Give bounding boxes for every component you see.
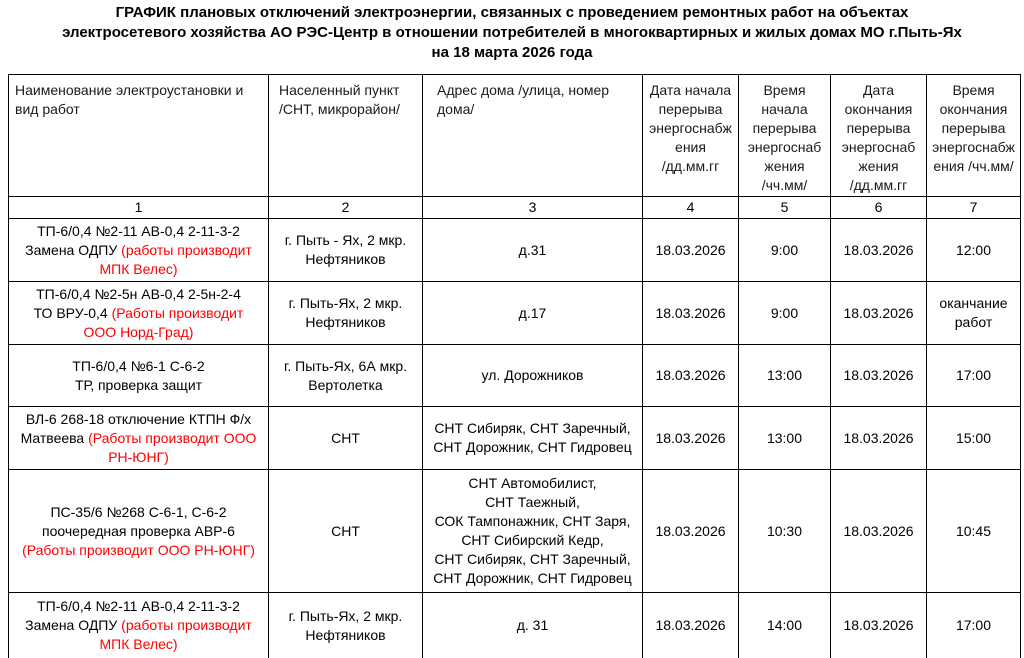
address-cell: [423, 345, 642, 406]
cell-text-line: [99, 260, 177, 279]
contractor-text: (Работы производит: [111, 304, 244, 321]
cell-text-line: 10:45: [955, 522, 992, 539]
cell-text-line: [37, 222, 240, 241]
column-number-5: [739, 197, 830, 218]
equipment-text: ТР, проверка защит: [74, 376, 203, 393]
end-date-cell: [831, 282, 926, 344]
equipment-text: МПК Велес): [99, 636, 178, 652]
cell-text-line: 13:00: [766, 429, 803, 446]
start-date-cell: [643, 407, 738, 469]
cell-text-line: [21, 429, 257, 448]
cell-text-line: 1: [134, 199, 143, 215]
cell-text-line: 18.03.2026: [843, 522, 914, 539]
start-date-cell: [643, 470, 738, 592]
start-time-cell: [739, 345, 830, 406]
cell-text-line: перерыва: [752, 120, 817, 136]
cell-text-line: [37, 597, 240, 616]
cell-text-line: 10:30: [766, 522, 803, 539]
cell-text-line: окончания: [939, 101, 1008, 117]
column-number-3: [423, 197, 642, 218]
cell-text-line: 9:00: [770, 304, 799, 321]
cell-text-line: 15:00: [955, 429, 992, 446]
cell-text-line: /дд.мм.гг: [849, 177, 908, 193]
equipment-text: (Работы производит ООО РН-ЮНГ): [22, 541, 255, 558]
cell-text-line: СНТ Сибирский Кедр,: [461, 532, 604, 548]
cell-text-line: [75, 376, 202, 395]
start-date-cell: [643, 219, 738, 281]
header-4: [643, 75, 738, 196]
settlement-cell: [269, 219, 422, 281]
header-7: [927, 75, 1020, 196]
cell-text-line: Время: [763, 82, 806, 98]
column-number-7: [927, 197, 1020, 218]
equipment-text: Замена ОДПУ: [25, 241, 122, 258]
cell-text-line: СНТ Таежный,: [485, 494, 580, 510]
cell-text-line: Нефтяников: [305, 626, 386, 643]
cell-text-line: 14:00: [766, 617, 803, 633]
title-line-3: на 18 марта 2026 года: [431, 44, 593, 61]
cell-text-line: [34, 304, 244, 323]
cell-text-line: работ: [954, 314, 993, 330]
cell-text-line: дома/: [437, 101, 475, 117]
cell-text-line: вид работ: [15, 101, 80, 117]
equipment-text: ТП-6/0,4 №2-11 АВ-0,4 2-11-3-2: [37, 222, 240, 239]
settlement-cell: [269, 470, 422, 592]
cell-text-line: СОК Тампонажник, СНТ Заря,: [434, 513, 631, 529]
cell-text-line: СНТ Дорожник, СНТ Гидровец: [433, 570, 632, 586]
equipment-text: поочередная проверка АВР-6: [42, 522, 235, 539]
cell-text-line: СНТ Сибиряк, СНТ Заречный,: [434, 420, 631, 436]
equipment-cell: [9, 593, 268, 658]
cell-text-line: 4: [686, 199, 695, 215]
cell-text-line: г. Пыть - Ях, 2 мкр.: [284, 232, 407, 248]
cell-text-line: Вертолетка: [308, 376, 383, 393]
header-5: [739, 75, 830, 196]
cell-text-line: Дата: [862, 82, 894, 98]
cell-text-line: СНТ: [331, 522, 360, 539]
equipment-text: РН-ЮНГ): [108, 448, 169, 465]
equipment-text: ВЛ-6 268-18 отключение КТПН Ф/х: [25, 410, 252, 427]
cell-text-line: перерыва: [846, 120, 911, 136]
cell-text-line: СНТ Сибиряк, СНТ Заречный,: [434, 551, 631, 567]
cell-text-line: г. Пыть-Ях, 6А мкр.: [284, 357, 407, 374]
cell-text-line: 7: [969, 199, 978, 215]
cell-text-line: 3: [528, 199, 537, 215]
cell-text-line: 18.03.2026: [655, 304, 726, 321]
cell-text-line: [99, 635, 177, 654]
end-time-cell: [927, 407, 1020, 469]
cell-text-line: окончания: [844, 101, 913, 117]
header-3: [423, 75, 642, 196]
address-cell: [423, 593, 642, 658]
cell-text-line: [36, 285, 241, 304]
cell-text-line: жения: [764, 158, 805, 174]
cell-text-line: 13:00: [766, 367, 803, 383]
equipment-text: МПК Велес): [99, 260, 178, 277]
cell-text-line: Нефтяников: [305, 314, 386, 330]
equipment-text: ООО Норд-Град): [83, 323, 194, 340]
end-date-cell: [831, 407, 926, 469]
cell-text-line: д. 31: [516, 617, 549, 633]
cell-text-line: /СНТ, микрорайон/: [279, 101, 400, 117]
settlement-cell: [269, 593, 422, 658]
cell-text-line: 12:00: [955, 241, 992, 258]
cell-text-line: г. Пыть-Ях, 2 мкр.: [288, 607, 403, 624]
cell-text-line: ения: [675, 139, 706, 155]
cell-text-line: энергоснаб: [841, 139, 916, 155]
cell-text-line: [42, 522, 235, 541]
address-cell: [423, 219, 642, 281]
end-time-cell: [927, 470, 1020, 592]
cell-text-line: Населенный пункт: [279, 82, 400, 98]
end-date-cell: [831, 593, 926, 658]
contractor-text: (Работы производит ООО: [88, 429, 257, 446]
cell-text-line: 18.03.2026: [843, 367, 914, 383]
cell-text-line: [22, 541, 255, 560]
cell-text-line: СНТ Автомобилист,: [468, 475, 597, 491]
equipment-cell: [9, 407, 268, 469]
start-time-cell: [739, 282, 830, 344]
end-date-cell: [831, 345, 926, 406]
start-time-cell: [739, 470, 830, 592]
cell-text-line: Адрес дома /улица, номер: [437, 82, 610, 98]
start-time-cell: [739, 219, 830, 281]
end-date-cell: [831, 219, 926, 281]
cell-text-line: перерыва: [658, 101, 723, 117]
cell-text-line: СНТ: [331, 429, 360, 446]
cell-text-line: 18.03.2026: [843, 304, 914, 321]
equipment-text: ПС-35/6 №268 С-6-1, С-6-2: [50, 503, 227, 520]
end-time-cell: [927, 282, 1020, 344]
settlement-cell: [269, 282, 422, 344]
contractor-text: (работы производит: [121, 241, 252, 258]
cell-text-line: 17:00: [955, 367, 992, 383]
cell-text-line: 18.03.2026: [655, 429, 726, 446]
cell-text-line: /чч.мм/: [761, 177, 808, 193]
cell-text-line: 2: [341, 199, 350, 215]
cell-text-line: [25, 241, 252, 260]
cell-text-line: [108, 448, 169, 467]
column-number-1: [9, 197, 268, 218]
settlement-cell: [269, 345, 422, 406]
cell-text-line: 9:00: [770, 241, 799, 258]
cell-text-line: ул. Дорожников: [481, 367, 584, 383]
start-time-cell: [739, 593, 830, 658]
cell-text-line: 18.03.2026: [655, 617, 726, 633]
equipment-text: ТП-6/0,4 №2-5н АВ-0,4 2-5н-2-4: [36, 285, 241, 302]
cell-text-line: Время: [952, 82, 995, 98]
equipment-cell: [9, 470, 268, 592]
start-date-cell: [643, 593, 738, 658]
equipment-text: ТО ВРУ-0,4: [33, 304, 112, 321]
cell-text-line: [26, 410, 251, 429]
cell-text-line: [25, 616, 252, 635]
cell-text-line: энергоснаб: [747, 139, 822, 155]
cell-text-line: 18.03.2026: [655, 522, 726, 539]
cell-text-line: Дата начала: [649, 82, 732, 98]
equipment-text: Замена ОДПУ: [25, 617, 122, 633]
cell-text-line: ения /чч.мм/: [933, 158, 1014, 174]
equipment-cell: [9, 345, 268, 406]
column-number-2: [269, 197, 422, 218]
end-time-cell: [927, 345, 1020, 406]
equipment-text: ТП-6/0,4 №2-11 АВ-0,4 2-11-3-2: [37, 598, 240, 614]
cell-text-line: [84, 323, 194, 342]
title-line-1: ГРАФИК плановых отключений электроэнергии, связанных с проведением ремонтных работ на объектах: [115, 4, 909, 21]
cell-text-line: 17:00: [955, 617, 992, 633]
header-6: [831, 75, 926, 196]
cell-text-line: 6: [874, 199, 883, 215]
equipment-text: Матвеева: [20, 429, 89, 446]
address-cell: [423, 407, 642, 469]
cell-text-line: жения: [858, 158, 899, 174]
start-date-cell: [643, 345, 738, 406]
header-1: [9, 75, 268, 196]
column-number-4: [643, 197, 738, 218]
start-time-cell: [739, 407, 830, 469]
contractor-text: (работы производит: [121, 617, 252, 633]
cell-text-line: г. Пыть-Ях, 2 мкр.: [288, 295, 403, 311]
equipment-cell: [9, 219, 268, 281]
cell-text-line: д.31: [518, 241, 547, 258]
end-time-cell: [927, 593, 1020, 658]
cell-text-line: Наименование электроустановки и: [15, 82, 244, 98]
address-cell: [423, 282, 642, 344]
cell-text-line: 18.03.2026: [843, 617, 914, 633]
equipment-cell: [9, 282, 268, 344]
cell-text-line: 5: [780, 199, 789, 215]
end-date-cell: [831, 470, 926, 592]
cell-text-line: энергоснабж: [932, 139, 1015, 155]
cell-text-line: 18.03.2026: [843, 241, 914, 258]
title-line-2: электросетевого хозяйства АО РЭС-Центр в отношении потребителей в многоквартирных и жилых домах МО г.Пыть-Ях: [62, 24, 962, 41]
end-time-cell: [927, 219, 1020, 281]
cell-text-line: 18.03.2026: [655, 241, 726, 258]
header-2: [269, 75, 422, 196]
cell-text-line: перерыва: [941, 120, 1006, 136]
column-divider: [1020, 74, 1021, 658]
cell-text-line: оканчание: [939, 295, 1008, 311]
cell-text-line: [72, 357, 204, 376]
start-date-cell: [643, 282, 738, 344]
cell-text-line: /дд.мм.гг: [661, 158, 720, 174]
address-cell: [423, 470, 642, 592]
cell-text-line: СНТ Дорожник, СНТ Гидровец: [433, 439, 632, 455]
cell-text-line: д.17: [518, 304, 547, 321]
cell-text-line: Нефтяников: [305, 251, 386, 267]
cell-text-line: энергоснабж: [649, 120, 732, 136]
cell-text-line: 18.03.2026: [655, 367, 726, 383]
column-number-6: [831, 197, 926, 218]
equipment-text: ТП-6/0,4 №6-1 С-6-2: [72, 357, 205, 374]
settlement-cell: [269, 407, 422, 469]
cell-text-line: 18.03.2026: [843, 429, 914, 446]
cell-text-line: начала: [761, 101, 808, 117]
cell-text-line: [50, 503, 226, 522]
